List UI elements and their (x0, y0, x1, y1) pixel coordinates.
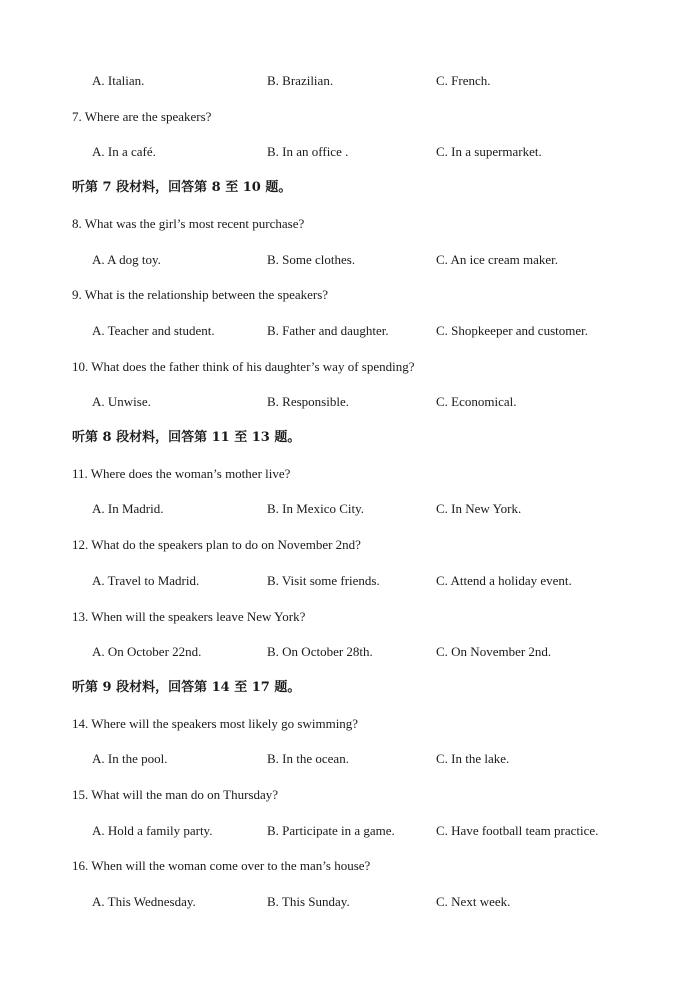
option-a: A. Hold a family party. (92, 823, 213, 838)
option-c: C. Next week. (436, 894, 511, 909)
section-heading: 听第 9 段材料，回答第 14 至 17 题。 (72, 680, 301, 695)
option-a: A. In a café. (92, 144, 156, 159)
option-b: B. In Mexico City. (267, 501, 365, 516)
question-text: 10. What does the father think of his daughter’s way of spending? (72, 359, 415, 374)
question-text: 16. When will the woman come over to the man’s house? (72, 858, 371, 873)
option-a: A. In the pool. (92, 751, 168, 766)
option-c: C. An ice cream maker. (436, 252, 559, 267)
question-text: 8. What was the girl’s most recent purchase? (72, 216, 305, 231)
option-b: B. In an office . (267, 144, 349, 159)
option-a: A. Teacher and student. (92, 323, 215, 338)
question-text: 14. Where will the speakers most likely go swimming? (72, 716, 359, 731)
question-text: 12. What do the speakers plan to do on November 2nd? (72, 537, 361, 552)
question-text: 13. When will the speakers leave New York? (72, 609, 306, 624)
option-b: B. Brazilian. (267, 73, 334, 88)
question-text: 9. What is the relationship between the speakers? (72, 287, 329, 302)
option-b: B. On October 28th. (267, 644, 373, 659)
option-b: B. Responsible. (267, 394, 349, 409)
option-c: C. Shopkeeper and customer. (436, 323, 588, 338)
option-c: C. In a supermarket. (436, 144, 542, 159)
option-c: C. On November 2nd. (436, 644, 552, 659)
option-c: C. In the lake. (436, 751, 510, 766)
option-c: C. Economical. (436, 394, 517, 409)
question-text: 15. What will the man do on Thursday? (72, 787, 279, 802)
option-a: A. This Wednesday. (92, 894, 196, 909)
option-b: B. In the ocean. (267, 751, 349, 766)
section-heading: 听第 7 段材料，回答第 8 至 10 题。 (72, 180, 292, 195)
option-b: B. Visit some friends. (267, 573, 380, 588)
option-a: A. Italian. (92, 73, 145, 88)
option-b: B. Participate in a game. (267, 823, 395, 838)
question-text: 7. Where are the speakers? (72, 109, 212, 124)
option-b: B. Father and daughter. (267, 323, 389, 338)
option-b: B. This Sunday. (267, 894, 350, 909)
option-a: A. In Madrid. (92, 501, 164, 516)
option-c: C. Have football team practice. (436, 823, 599, 838)
section-heading: 听第 8 段材料，回答第 11 至 13 题。 (72, 430, 301, 445)
option-a: A. On October 22nd. (92, 644, 202, 659)
option-c: C. French. (436, 73, 491, 88)
question-text: 11. Where does the woman’s mother live? (72, 466, 291, 481)
option-a: A. A dog toy. (92, 252, 161, 267)
option-a: A. Unwise. (92, 394, 151, 409)
option-b: B. Some clothes. (267, 252, 356, 267)
option-c: C. Attend a holiday event. (436, 573, 572, 588)
option-c: C. In New York. (436, 501, 522, 516)
option-a: A. Travel to Madrid. (92, 573, 200, 588)
